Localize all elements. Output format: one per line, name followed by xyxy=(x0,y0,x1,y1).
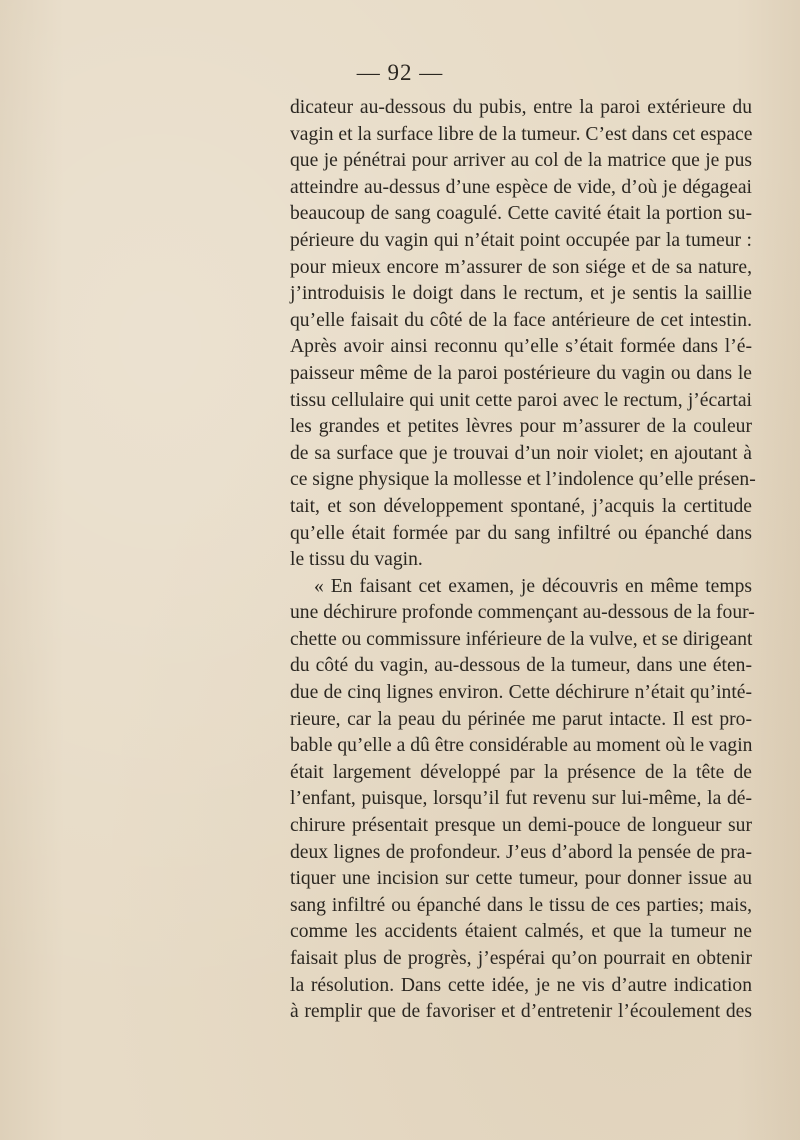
text-line: chette ou commissure inférieure de la vulve, et se dirigeant xyxy=(290,628,753,650)
text-line: paisseur même de la paroi postérieure du vagin ou dans le xyxy=(290,362,752,384)
text-line: « En faisant cet examen, je découvris en même temps xyxy=(314,575,752,597)
text-line: était largement développé par la présence de la tête de xyxy=(290,761,752,783)
text-line: une déchirure profonde commençant au-dessous de la four- xyxy=(290,602,755,624)
text-line: j’introduisis le doigt dans le rectum, et je sentis la saillie xyxy=(290,283,752,305)
text-line: beaucoup de sang coagulé. Cette cavité était la portion su- xyxy=(290,203,752,225)
text-line: deux lignes de profondeur. J’eus d’abord la pensée de pra- xyxy=(290,841,752,863)
body-text xyxy=(290,95,756,1026)
text-line: à remplir que de favoriser et d’entretenir l’écoulement des xyxy=(290,1001,752,1023)
text-line: qu’elle faisait du côté de la face antérieure de cet intestin. xyxy=(290,309,752,331)
text-line: le tissu du vagin. xyxy=(290,549,423,571)
text-line: Après avoir ainsi reconnu qu’elle s’était formée dans l’é- xyxy=(290,336,752,358)
text-line: les grandes et petites lèvres pour m’assurer de la couleur xyxy=(290,416,752,438)
page-number: — 92 — xyxy=(356,60,444,85)
text-line: ce signe physique la mollesse et l’indolence qu’elle présen- xyxy=(290,469,756,491)
text-line: tissu cellulaire qui unit cette paroi avec le rectum, j’écartai xyxy=(290,389,752,411)
text-line: bable qu’elle a dû être considérable au moment où le vagin xyxy=(290,735,753,757)
text-line: sang infiltré ou épanché dans le tissu de ces parties; mais, xyxy=(290,894,752,916)
text-line: l’enfant, puisque, lorsqu’il fut revenu sur lui-même, la dé- xyxy=(290,788,752,810)
text-line: de sa surface que je trouvai d’un noir violet; en ajoutant à xyxy=(290,442,752,464)
text-line: due de cinq lignes environ. Cette déchirure n’était qu’inté- xyxy=(290,682,752,704)
text-line: rieure, car la peau du périnée me parut intacte. Il est pro- xyxy=(290,708,752,730)
text-line: chirure présentait presque un demi-pouce de longueur sur xyxy=(290,815,752,837)
text-line: atteindre au-dessus d’une espèce de vide, d’où je dégageai xyxy=(290,176,752,198)
text-line: dicateur au-dessous du pubis, entre la paroi extérieure du xyxy=(290,97,752,118)
text-line: tait, et son développement spontané, j’acquis la certitude xyxy=(290,495,752,517)
text-line: la résolution. Dans cette idée, je ne vis d’autre indication xyxy=(290,974,752,996)
text-line: pour mieux encore m’assurer de son siége et de sa nature, xyxy=(290,256,752,278)
text-line: qu’elle était formée par du sang infiltré ou épanché dans xyxy=(290,522,752,544)
text-line: vagin et la surface libre de la tumeur. C’est dans cet espace xyxy=(290,123,753,145)
text-line: périeure du vagin qui n’était point occupée par la tumeur : xyxy=(290,229,752,251)
text-line: que je pénétrai pour arriver au col de la matrice que je pus xyxy=(290,150,752,172)
text-line: du côté du vagin, au-dessous de la tumeur, dans une éten- xyxy=(290,655,752,677)
text-line: tiquer une incision sur cette tumeur, pour donner issue au xyxy=(290,868,752,890)
text-line: comme les accidents étaient calmés, et que la tumeur ne xyxy=(290,921,752,943)
text-line: faisait plus de progrès, j’espérai qu’on pourrait en obtenir xyxy=(290,948,752,969)
